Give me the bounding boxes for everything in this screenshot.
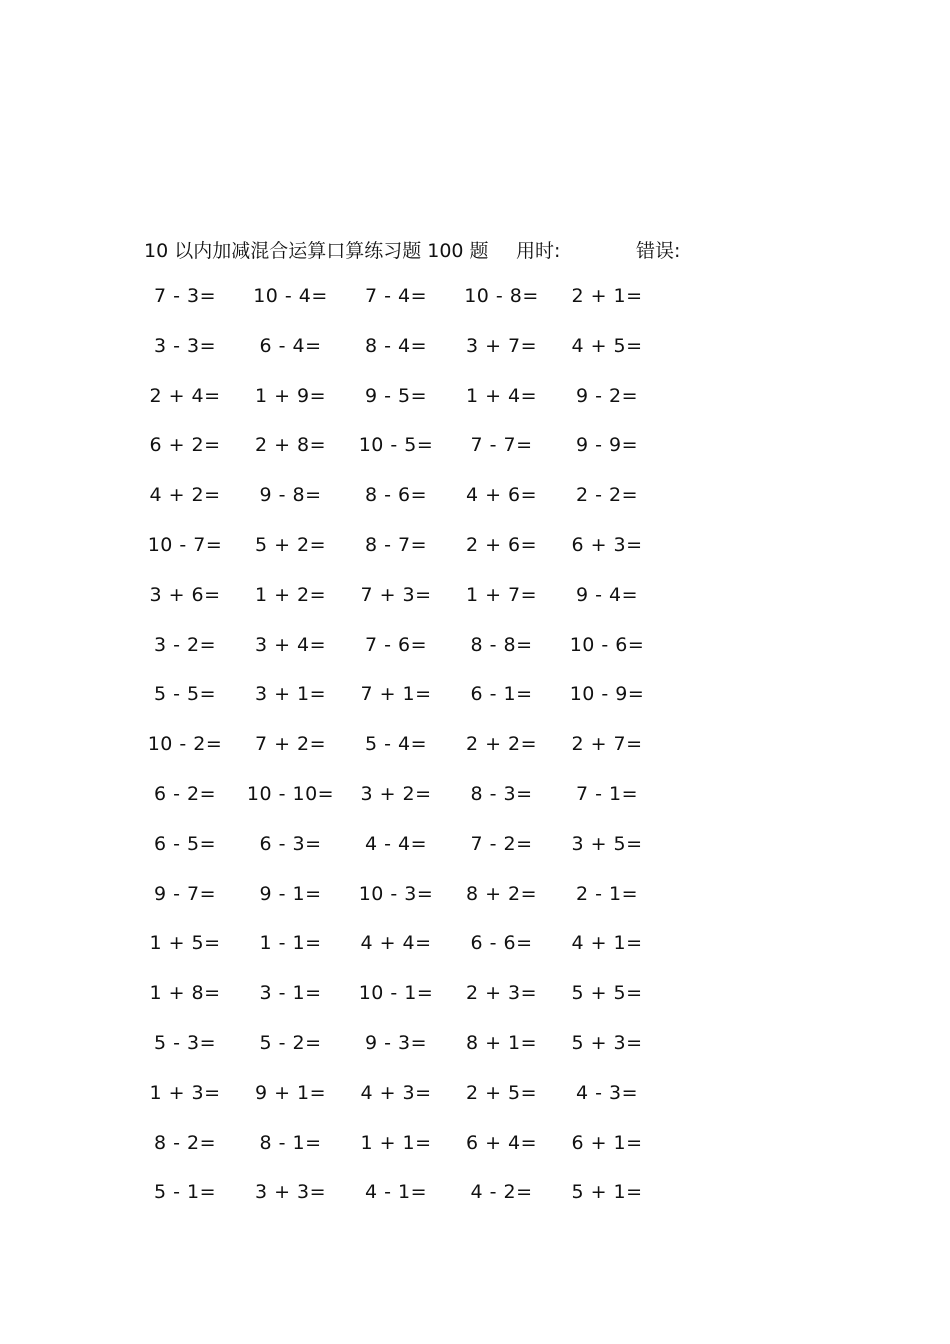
arithmetic-problem: 6 - 4= <box>259 334 322 357</box>
arithmetic-problem: 4 + 4= <box>360 932 432 955</box>
arithmetic-problem: 2 + 3= <box>465 982 538 1005</box>
arithmetic-problem: 6 + 4= <box>465 1131 538 1154</box>
problem-row <box>140 584 680 614</box>
arithmetic-problem: 6 - 1= <box>470 683 533 706</box>
arithmetic-problem: 5 + 1= <box>571 1181 643 1204</box>
arithmetic-problem: 6 - 3= <box>259 832 322 855</box>
arithmetic-problem: 9 - 2= <box>575 384 639 407</box>
arithmetic-problem: 8 + 2= <box>465 882 538 905</box>
arithmetic-problem: 3 - 3= <box>153 334 217 357</box>
arithmetic-problem: 1 + 2= <box>254 583 327 606</box>
problem-row <box>140 883 680 913</box>
arithmetic-problem: 8 - 6= <box>364 484 428 507</box>
arithmetic-problem: 3 + 7= <box>465 334 538 357</box>
arithmetic-problem: 10 - 8= <box>464 285 539 307</box>
arithmetic-problem: 7 - 6= <box>364 633 428 656</box>
arithmetic-problem: 9 - 5= <box>364 384 428 407</box>
arithmetic-problem: 9 - 4= <box>575 583 639 606</box>
arithmetic-problem: 8 + 1= <box>465 1032 538 1054</box>
arithmetic-problem: 7 + 2= <box>254 733 327 756</box>
problem-row <box>140 733 680 763</box>
arithmetic-problem: 4 - 4= <box>364 832 428 855</box>
arithmetic-problem: 7 - 2= <box>470 832 533 855</box>
arithmetic-problem: 8 - 7= <box>364 534 428 556</box>
problem-row <box>140 634 680 664</box>
arithmetic-problem: 6 - 2= <box>153 783 217 805</box>
arithmetic-problem: 2 + 7= <box>571 733 643 756</box>
problem-row <box>140 932 680 962</box>
arithmetic-problem: 1 + 4= <box>465 384 538 407</box>
problem-row <box>140 1082 680 1112</box>
problem-row <box>140 783 680 813</box>
arithmetic-problem: 1 + 3= <box>149 1081 221 1104</box>
arithmetic-problem: 8 - 1= <box>259 1131 322 1154</box>
arithmetic-problem: 9 - 8= <box>259 484 322 507</box>
arithmetic-problem: 1 + 9= <box>254 384 327 407</box>
arithmetic-problem: 2 + 2= <box>465 733 538 756</box>
arithmetic-problem: 1 + 7= <box>465 583 538 606</box>
arithmetic-problem: 10 - 7= <box>147 534 223 556</box>
problem-row <box>140 385 680 415</box>
arithmetic-problem: 2 + 4= <box>149 384 221 407</box>
arithmetic-problem: 8 - 8= <box>470 633 533 656</box>
arithmetic-problem: 7 - 4= <box>364 285 428 307</box>
problem-row <box>140 484 680 514</box>
arithmetic-problem: 4 + 5= <box>571 334 643 357</box>
arithmetic-problem: 10 - 1= <box>358 982 434 1005</box>
arithmetic-problem: 5 + 3= <box>571 1032 643 1054</box>
arithmetic-problem: 4 - 3= <box>575 1081 639 1104</box>
arithmetic-problem: 9 - 3= <box>364 1032 428 1054</box>
arithmetic-problem: 3 + 6= <box>149 583 221 606</box>
problem-row <box>140 285 680 315</box>
arithmetic-problem: 9 - 7= <box>153 882 217 905</box>
arithmetic-problem: 2 + 8= <box>254 434 327 457</box>
problem-row <box>140 1032 680 1062</box>
arithmetic-problem: 5 - 2= <box>259 1032 322 1054</box>
arithmetic-problem: 7 + 3= <box>360 583 432 606</box>
arithmetic-problem: 9 + 1= <box>254 1081 327 1104</box>
arithmetic-problem: 1 - 1= <box>259 932 322 955</box>
arithmetic-problem: 5 - 3= <box>153 1032 217 1054</box>
arithmetic-problem: 4 + 2= <box>149 484 221 507</box>
arithmetic-problem: 5 - 4= <box>364 733 428 756</box>
arithmetic-problem: 9 - 1= <box>259 882 322 905</box>
problem-row <box>140 1132 680 1162</box>
problem-row <box>140 434 680 464</box>
arithmetic-problem: 10 - 10= <box>246 783 335 805</box>
arithmetic-problem: 2 + 5= <box>465 1081 538 1104</box>
arithmetic-problem: 8 - 4= <box>364 334 428 357</box>
arithmetic-problem: 6 + 1= <box>571 1131 643 1154</box>
arithmetic-problem: 5 - 5= <box>153 683 217 706</box>
problem-row <box>140 683 680 713</box>
arithmetic-problem: 6 + 2= <box>149 434 221 457</box>
problem-row <box>140 1181 680 1211</box>
arithmetic-problem: 7 - 7= <box>470 434 533 457</box>
arithmetic-problem: 1 + 1= <box>360 1131 432 1154</box>
problem-row <box>140 833 680 863</box>
arithmetic-problem: 6 - 6= <box>470 932 533 955</box>
arithmetic-problem: 2 + 6= <box>465 534 538 556</box>
arithmetic-problem: 4 - 2= <box>470 1181 533 1204</box>
time-used-label: 用时: <box>516 240 561 262</box>
arithmetic-problem: 8 - 3= <box>470 783 533 805</box>
arithmetic-problem: 9 - 9= <box>575 434 639 457</box>
problem-row <box>140 534 680 564</box>
arithmetic-problem: 5 - 1= <box>153 1181 217 1204</box>
arithmetic-problem: 3 + 1= <box>254 683 327 706</box>
arithmetic-problem: 10 - 6= <box>569 633 645 656</box>
arithmetic-problem: 6 - 5= <box>153 832 217 855</box>
arithmetic-problem: 1 + 8= <box>149 982 221 1005</box>
arithmetic-problem: 10 - 9= <box>569 683 645 706</box>
arithmetic-problem: 1 + 5= <box>149 932 221 955</box>
arithmetic-problem: 3 + 4= <box>254 633 327 656</box>
arithmetic-problem: 10 - 4= <box>253 285 328 307</box>
arithmetic-problem: 3 - 1= <box>259 982 322 1005</box>
arithmetic-problem: 5 + 5= <box>571 982 643 1005</box>
arithmetic-problem: 2 - 1= <box>575 882 639 905</box>
arithmetic-problem: 7 - 1= <box>575 783 639 805</box>
worksheet-title: 10 以内加减混合运算口算练习题 100 题 <box>144 240 489 262</box>
problem-row <box>140 982 680 1012</box>
arithmetic-problem: 3 + 3= <box>254 1181 327 1204</box>
arithmetic-problem: 3 - 2= <box>153 633 217 656</box>
arithmetic-problem: 4 - 1= <box>364 1181 428 1204</box>
arithmetic-problem: 6 + 3= <box>571 534 643 556</box>
arithmetic-problem: 5 + 2= <box>254 534 327 556</box>
arithmetic-problem: 4 + 3= <box>360 1081 432 1104</box>
arithmetic-problem: 2 - 2= <box>575 484 639 507</box>
arithmetic-problem: 3 + 2= <box>360 783 432 805</box>
arithmetic-problem: 10 - 3= <box>358 882 434 905</box>
arithmetic-problem: 10 - 5= <box>358 434 434 457</box>
arithmetic-problem: 2 + 1= <box>571 285 643 307</box>
arithmetic-problem: 4 + 1= <box>571 932 643 955</box>
arithmetic-problem: 4 + 6= <box>465 484 538 507</box>
arithmetic-problem: 10 - 2= <box>147 733 223 756</box>
arithmetic-problem: 7 + 1= <box>360 683 432 706</box>
arithmetic-problem: 8 - 2= <box>153 1131 217 1154</box>
problem-row <box>140 335 680 365</box>
error-count-label: 错误: <box>636 240 681 262</box>
arithmetic-problem: 3 + 5= <box>571 832 643 855</box>
arithmetic-problem: 7 - 3= <box>153 285 217 307</box>
